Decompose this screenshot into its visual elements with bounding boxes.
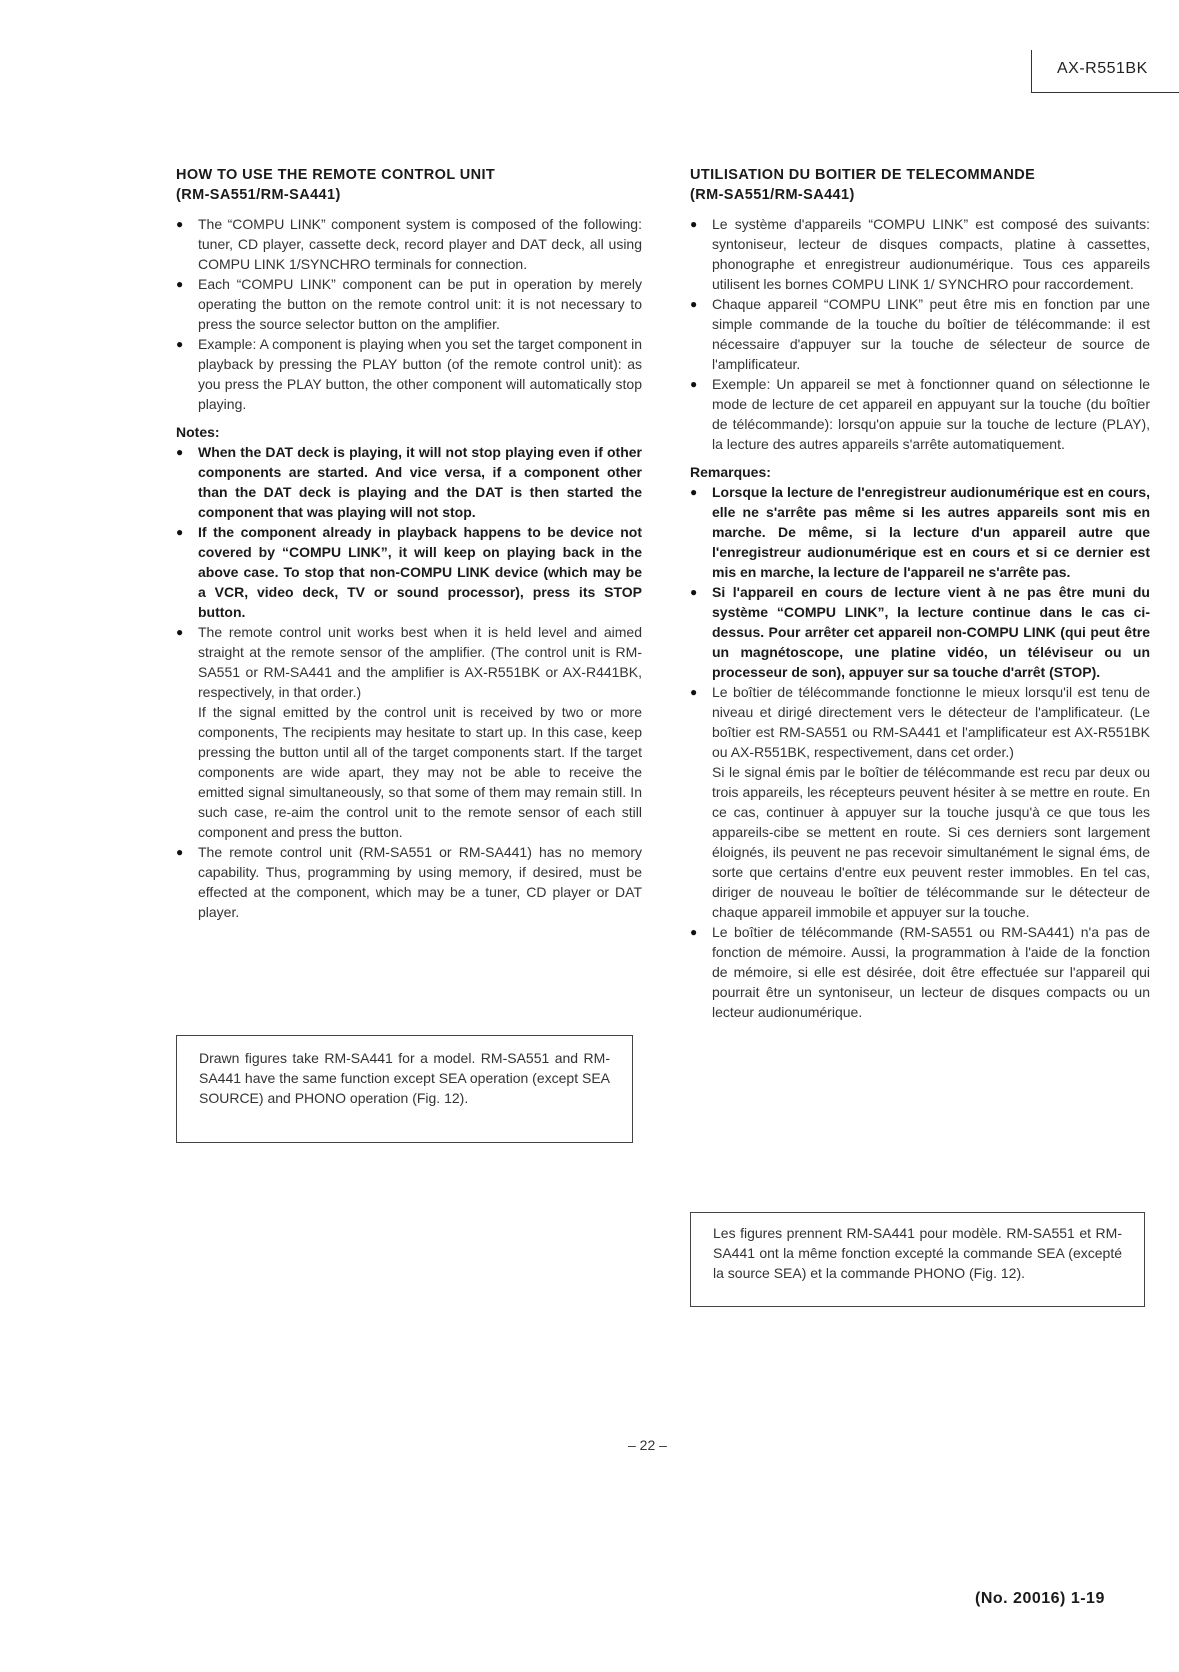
english-notes-list	[176, 442, 642, 622]
french-title: UTILISATION DU BOITIER DE TELECOMMANDE	[690, 167, 1036, 183]
english-notes-label: Notes:	[176, 424, 220, 440]
french-usage-list	[690, 682, 1150, 1022]
document-number: (No. 20016) 1-19	[975, 1590, 1105, 1607]
note-item: ● Si l'appareil en cours de lecture vient à ne pas être muni du système “COMPU LINK”, la lecture continue dans le cas ci-dessus. Pour arrêter cet appareil non-COMPU LINK (qui peut être un magnétoscope, une platine vidéo, un téléviseur ou un processeur de son), appuyer sur sa touche d'arrêt (STOP).	[690, 582, 1150, 682]
list-item	[176, 622, 642, 842]
list-item: ● The “COMPU LINK” component system is composed of the following: tuner, CD player, cassette deck, record player and DAT deck, all using COMPU LINK 1/SYNCHRO terminals for connection.	[176, 214, 642, 274]
french-intro-list	[690, 214, 1150, 454]
list-item: ● Le boîtier de télécommande (RM-SA551 ou RM-SA441) n'a pas de fonction de mémoire. Aussi, la programmation à l'aide de la fonction de mémoire, si elle est désirée, doit être effectuée sur l'appareil qui pourrait être un syntoniseur, un lecteur de disques compacts ou un lecteur audionumérique.	[690, 922, 1150, 1022]
english-title: HOW TO USE THE REMOTE CONTROL UNIT	[176, 167, 496, 183]
list-item: ● Example: A component is playing when you set the target component in playback by pressing the PLAY button (of the remote control unit): as you press the PLAY button, the other component will automatically stop playing.	[176, 334, 642, 414]
french-figure-note: Les figures prennent RM-SA441 pour modèle. RM-SA551 et RM-SA441 ont la même fonction excepté la commande SEA (excepté la source SEA) et la commande PHONO (Fig. 12).	[690, 1212, 1145, 1307]
french-notes-label: Remarques:	[690, 464, 771, 480]
list-item: ● Le système d'appareils “COMPU LINK” est composé des suivants: syntoniseur, lecteur de disques compacts, platine à cassettes, phonographe et enregistreur audionumérique. Tous ces appareils utilisent les bornes COMPU LINK 1/ SYNCHRO pour raccordement.	[690, 214, 1150, 294]
french-column	[690, 165, 1150, 1022]
list-item	[690, 682, 1150, 922]
french-notes-list	[690, 482, 1150, 682]
note-item: ● When the DAT deck is playing, it will not stop playing even if other components are started. And vice versa, if a component other than the DAT deck is playing and the DAT is then started the component that was playing will not stop.	[176, 442, 642, 522]
english-usage-list	[176, 622, 642, 922]
paragraph: Si le signal émis par le boîtier de télécommande est recu par deux ou trois appareils, les récepteurs peuvent hésiter à se mettre en route. En ce cas, continuer à appuyer sur la touche jusqu'à ce que tous les appareils-cibe se mettent en route. Si ces derniers sont largement éloignés, ils peuvent ne pas recevoir simultanément le signal éms, de sorte que certains d'entre eux peuvent rester immobles. En tel cas, diriger de nouveau le boîtier de télécommande sur le détecteur de chaque appareil immobile et appuyer sur la touche.	[712, 764, 1150, 920]
list-item: ● The remote control unit (RM-SA551 or RM-SA441) has no memory capability. Thus, programming by using memory, if desired, must be effected at the component, which may be a tuner, CD player or DAT player.	[176, 842, 642, 922]
page-number: – 22 –	[628, 1437, 667, 1453]
french-heading	[690, 165, 1150, 205]
french-subtitle: (RM-SA551/RM-SA441)	[690, 187, 855, 203]
paragraph: If the signal emitted by the control unit is received by two or more components, The recipients may hesitate to start up. In this case, keep pressing the button until all of the target components start. If the target components are wide apart, they may not be able to receive the emitted signal simultaneously, so that some of them may remain still. In such case, re-aim the control unit to the remote sensor of each still component and press the button.	[198, 704, 642, 840]
paragraph: ● The remote control unit works best when it is held level and aimed straight at the remote sensor of the amplifier. (The control unit is RM-SA551 or RM-SA441 and the amplifier is AX-R551BK or AX-R441BK, respectively, in that order.)	[198, 624, 642, 700]
english-heading	[176, 165, 642, 205]
list-item: ● Each “COMPU LINK” component can be put in operation by merely operating the button on the remote control unit: it is not necessary to press the source selector button on the amplifier.	[176, 274, 642, 334]
english-column	[176, 165, 642, 922]
english-subtitle: (RM-SA551/RM-SA441)	[176, 187, 341, 203]
list-item: ● Chaque appareil “COMPU LINK” peut être mis en fonction par une simple commande de la touche du boîtier de télécommande: il est nécessaire d'appuyer sur la touche de sélecteur de source de l'amplificateur.	[690, 294, 1150, 374]
english-intro-list	[176, 214, 642, 414]
note-item: ● Lorsque la lecture de l'enregistreur audionumérique est en cours, elle ne s'arrête pas même si les autres appareils sont mis en marche. De même, si la lecture d'un appareil autre que l'enregistreur audionumérique est en cours et si ce dernier est mis en marche, la lecture de l'appareil ne s'arrête pas.	[690, 482, 1150, 582]
model-label: AX-R551BK	[1057, 60, 1148, 77]
note-item: ● If the component already in playback happens to be device not covered by “COMPU LINK”, it will keep on playing back in the above case. To stop that non-COMPU LINK device (which may be a VCR, video deck, TV or sound processor), press its STOP button.	[176, 522, 642, 622]
english-figure-note: Drawn figures take RM-SA441 for a model. RM-SA551 and RM-SA441 have the same function except SEA operation (except SEA SOURCE) and PHONO operation (Fig. 12).	[176, 1035, 633, 1143]
list-item: ● Exemple: Un appareil se met à fonctionner quand on sélectionne le mode de lecture de cet appareil en appuyant sur la touche (du boîtier de télécommande): lorsqu'on appuie sur la touche de lecture (PLAY), la lecture des autres appareils s'arrête automatiquement.	[690, 374, 1150, 454]
paragraph: ● Le boîtier de télécommande fonctionne le mieux lorsqu'il est tenu de niveau et dirigé directement vers le détecteur de l'amplificateur. (Le boîtier est RM-SA551 ou RM-SA441 et l'amplificateur est AX-R551BK ou AX-R551BK, respectivement, dans cet order.)	[712, 684, 1150, 760]
